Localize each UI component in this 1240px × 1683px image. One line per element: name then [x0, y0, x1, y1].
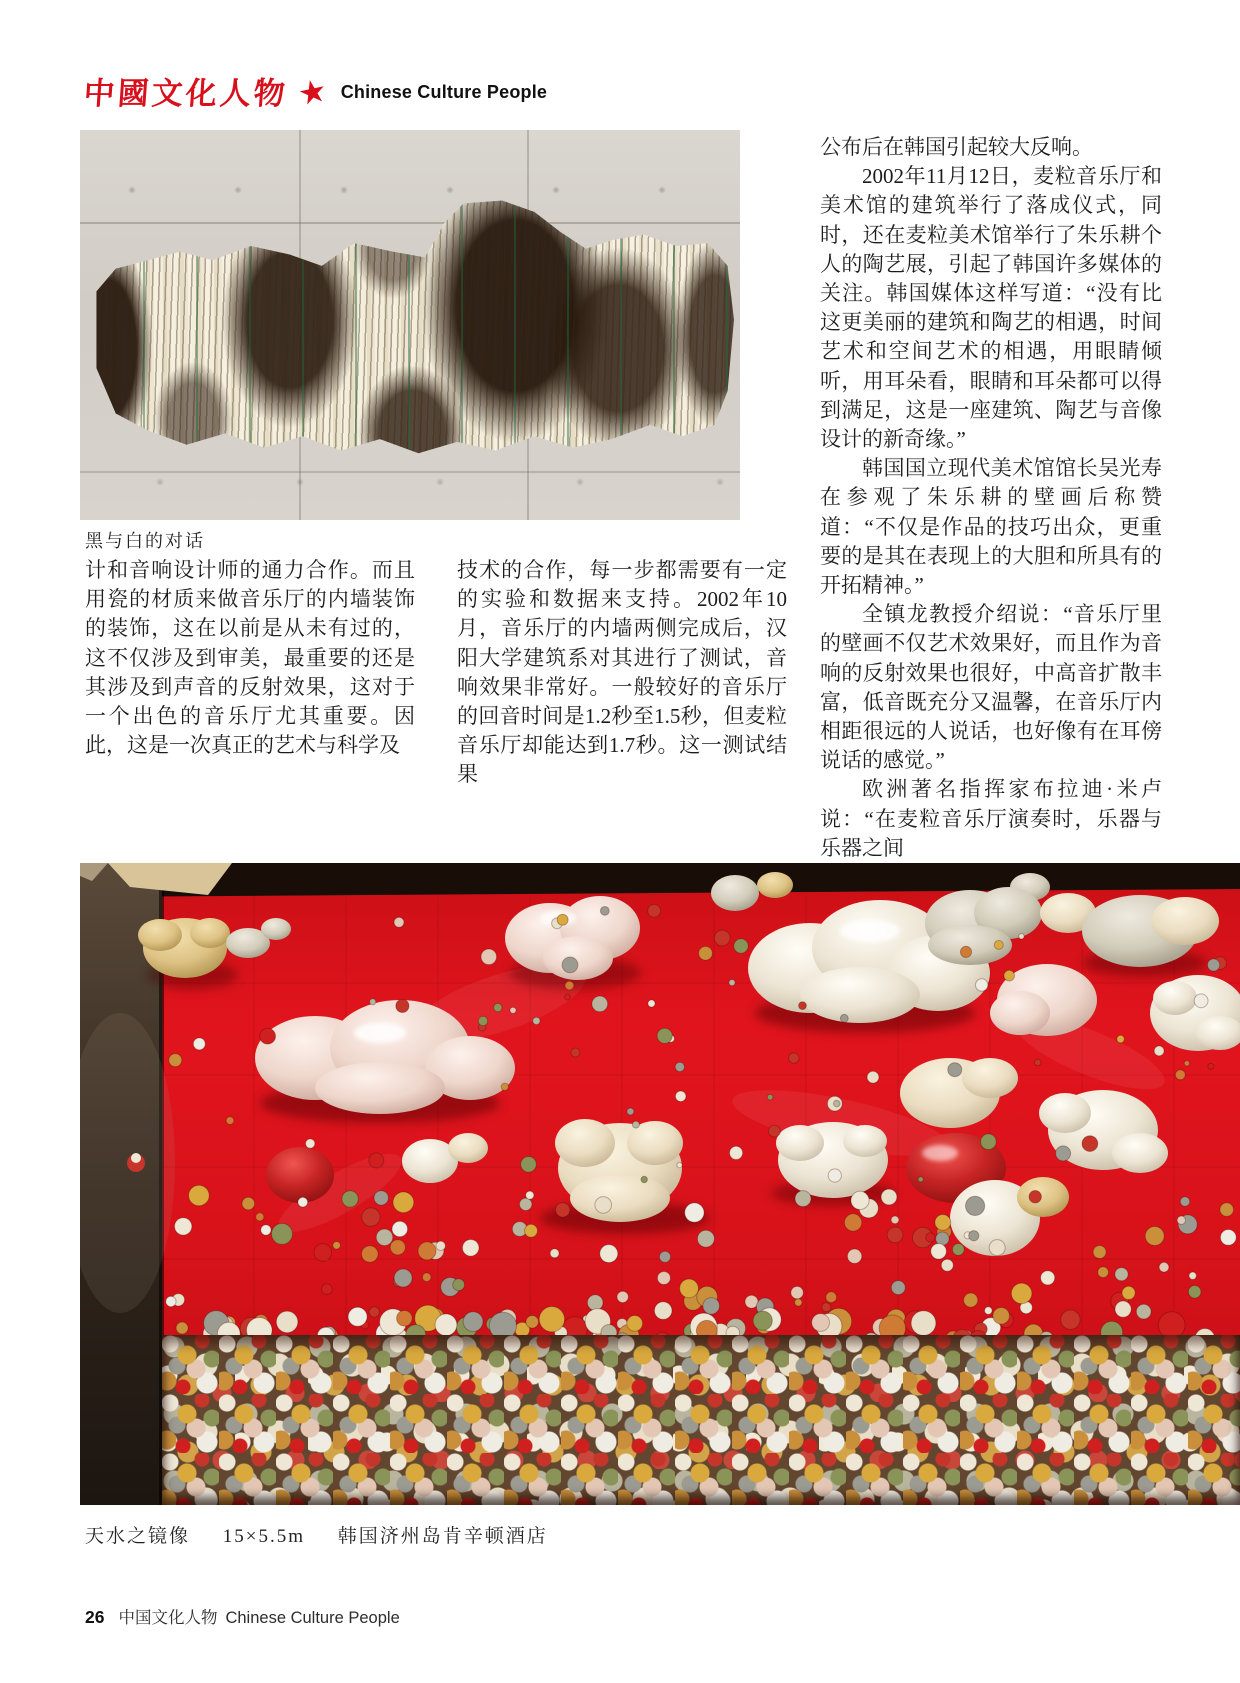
paragraph: 2002年11月12日，麦粒音乐厅和美术馆的建筑举行了落成仪式，同时，还在麦粒美术馆举行了朱乐耕个人的陶艺展，引起了韩国许多媒体的关注。韩国媒体这样写道：“没有比这更美丽的建筑和陶艺的相遇，时间艺术和空间艺术的相遇，用眼睛倾听，用耳朵看，眼睛和耳朵都可以得到满足，这是一座建筑、陶艺与音像设计的新奇缘。”	[820, 164, 1162, 452]
magazine-logo-cn: 中國文化人物	[82, 76, 290, 111]
masthead	[84, 68, 547, 113]
footer-journal-en: Chinese Culture People	[225, 1609, 400, 1627]
artwork-photo-mirror-of-sky-water	[80, 863, 1240, 1505]
paragraph: 欧洲著名指挥家布拉迪·米卢说：“在麦粒音乐厅演奏时，乐器与乐器之间	[820, 777, 1162, 860]
paragraph: 韩国国立现代美术馆馆长吴光寿在参观了朱乐耕的壁画后称赞道：“不仅是作品的技巧出众，更重要的是其在表现上的大胆和所具有的开拓精神。”	[820, 456, 1162, 598]
caption-title: 天水之镜像	[85, 1526, 191, 1547]
pebble-mosaic-band	[162, 1335, 1240, 1505]
paragraph: 技术的合作，每一步都需要有一定的实验和数据来支持。2002年10月，音乐厅的内墙两侧完成后，汉阳大学建筑系对其进行了测试，音响效果非常好。一般较好的音乐厅的回音时间是1.2秒至1.5秒，但麦粒音乐厅却能达到1.7秒。这一测试结果	[457, 558, 787, 787]
pebble-on-ledge-cap	[131, 1153, 141, 1163]
article-column-1	[85, 556, 415, 760]
paragraph: 公布后在韩国引起较大反响。	[820, 135, 1093, 159]
page-number: 26	[85, 1607, 105, 1627]
magazine-logo-en: Chinese Culture People	[340, 82, 548, 102]
bottom-figure-caption	[85, 1521, 574, 1548]
top-figure-caption: 黑与白的对话	[85, 531, 205, 551]
article-column-3	[820, 133, 1162, 863]
caption-size: 15×5.5m	[222, 1526, 306, 1547]
article-column-2	[457, 556, 787, 790]
page-footer	[85, 1604, 400, 1628]
paragraph: 计和音响设计师的通力合作。而且用瓷的材质来做音乐厅的内墙装饰的装饰，这在以前是从未有过的，这不仅涉及到审美，最重要的还是其涉及到声音的反射效果，这对于一个出色的音乐厅尤其重要。因此，这是一次真正的艺术与科学及	[85, 558, 415, 758]
paragraph: 全镇龙教授介绍说：“音乐厅里的壁画不仅艺术效果好，而且作为音响的反射效果也很好，中高音扩散丰富，低音既充分又温馨，在音乐厅内相距很远的人说话，也好像有在耳傍说话的感觉。”	[820, 602, 1162, 773]
footer-journal-cn: 中国文化人物	[118, 1609, 218, 1627]
caption-location: 韩国济州岛肯辛顿酒店	[337, 1526, 548, 1547]
artwork-photo-black-white-dialogue	[80, 130, 740, 520]
ceramic-strand-band	[90, 192, 734, 476]
star-icon: ★	[294, 70, 331, 113]
